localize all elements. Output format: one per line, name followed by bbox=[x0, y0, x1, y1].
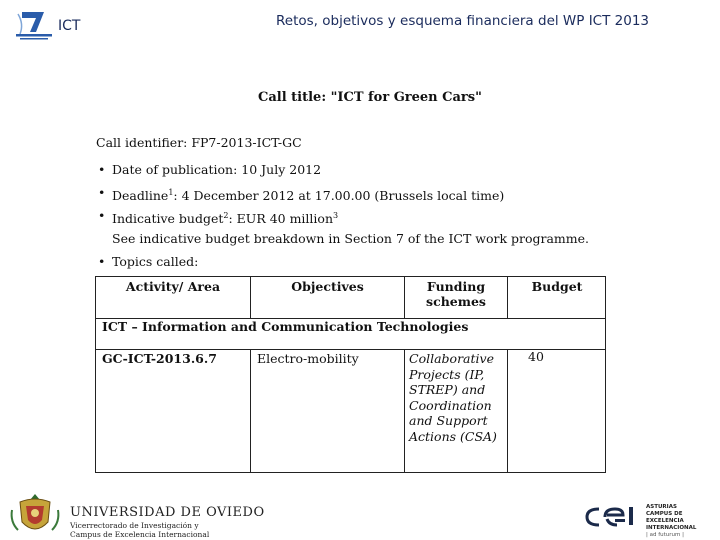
slide-header bbox=[0, 0, 720, 50]
university-subtitle: Campus de Excelencia Internacional bbox=[70, 530, 210, 539]
call-identifier: Call identifier: FP7-2013-ICT-GC bbox=[96, 135, 302, 150]
table-cell-budget: 40 bbox=[528, 349, 544, 364]
table-section-title: ICT – Information and Communication Technologies bbox=[102, 319, 469, 334]
list-item bbox=[96, 185, 589, 208]
header-ict-label: ICT bbox=[58, 18, 81, 34]
header-budget: Budget bbox=[531, 279, 583, 294]
deadline-value: : 4 December 2012 at 17.00.00 (Brussels local time) bbox=[173, 188, 505, 204]
university-subtitle: Vicerrectorado de Investigación y bbox=[70, 521, 199, 530]
table-cell-objective: Electro-mobility bbox=[257, 351, 359, 366]
footnote-ref: 2 bbox=[223, 211, 229, 220]
bullet-icon: • bbox=[98, 162, 106, 177]
list-item bbox=[96, 254, 589, 277]
budget-label: Indicative budget bbox=[112, 211, 224, 227]
cei-line: | ad futurum | bbox=[646, 532, 684, 538]
bullet-icon: • bbox=[98, 208, 106, 223]
cei-line: ASTURIAS bbox=[646, 504, 677, 510]
university-name: UNIVERSIDAD DE OVIEDO bbox=[70, 505, 265, 520]
footnote-ref: 1 bbox=[168, 188, 174, 197]
fp7-logo-icon bbox=[14, 10, 54, 42]
footnote-ref: 3 bbox=[333, 211, 339, 220]
header-activity: Activity/ Area bbox=[125, 279, 221, 294]
call-details-list bbox=[96, 162, 589, 277]
budget-note: See indicative budget breakdown in Section 7 of the ICT work programme. bbox=[112, 231, 590, 246]
table-divider bbox=[404, 349, 405, 472]
table-cell-funding: Collaborative Projects (IP, STREP) and Coordination and Support Actions (CSA) bbox=[409, 351, 497, 444]
table-divider bbox=[250, 349, 251, 472]
table-cell-activity: GC-ICT-2013.6.7 bbox=[102, 351, 217, 366]
list-item bbox=[96, 162, 589, 185]
list-item bbox=[96, 231, 589, 254]
topics-label: Topics called: bbox=[112, 254, 199, 269]
header-funding: Funding schemes bbox=[426, 279, 486, 309]
publication-date: Date of publication: 10 July 2012 bbox=[112, 162, 322, 177]
cei-line: CAMPUS DE EXCELENCIA bbox=[646, 511, 684, 524]
cei-logo-icon bbox=[585, 503, 641, 529]
header-objectives: Objectives bbox=[291, 279, 364, 294]
cei-line: INTERNACIONAL bbox=[646, 525, 697, 531]
table-divider bbox=[404, 277, 405, 318]
deadline-label: Deadline bbox=[112, 188, 169, 204]
budget-value: : EUR 40 million bbox=[228, 211, 333, 227]
call-title: Call title: "ICT for Green Cars" bbox=[258, 90, 482, 105]
call-table bbox=[95, 276, 606, 473]
list-item bbox=[96, 208, 589, 231]
table-divider bbox=[507, 349, 508, 472]
university-seal-icon bbox=[8, 492, 62, 538]
bullet-icon: • bbox=[98, 185, 106, 200]
bullet-icon: • bbox=[98, 254, 106, 269]
slide-title: Retos, objetivos y esquema financiera del WP ICT 2013 bbox=[276, 13, 649, 29]
cei-text bbox=[646, 504, 720, 539]
